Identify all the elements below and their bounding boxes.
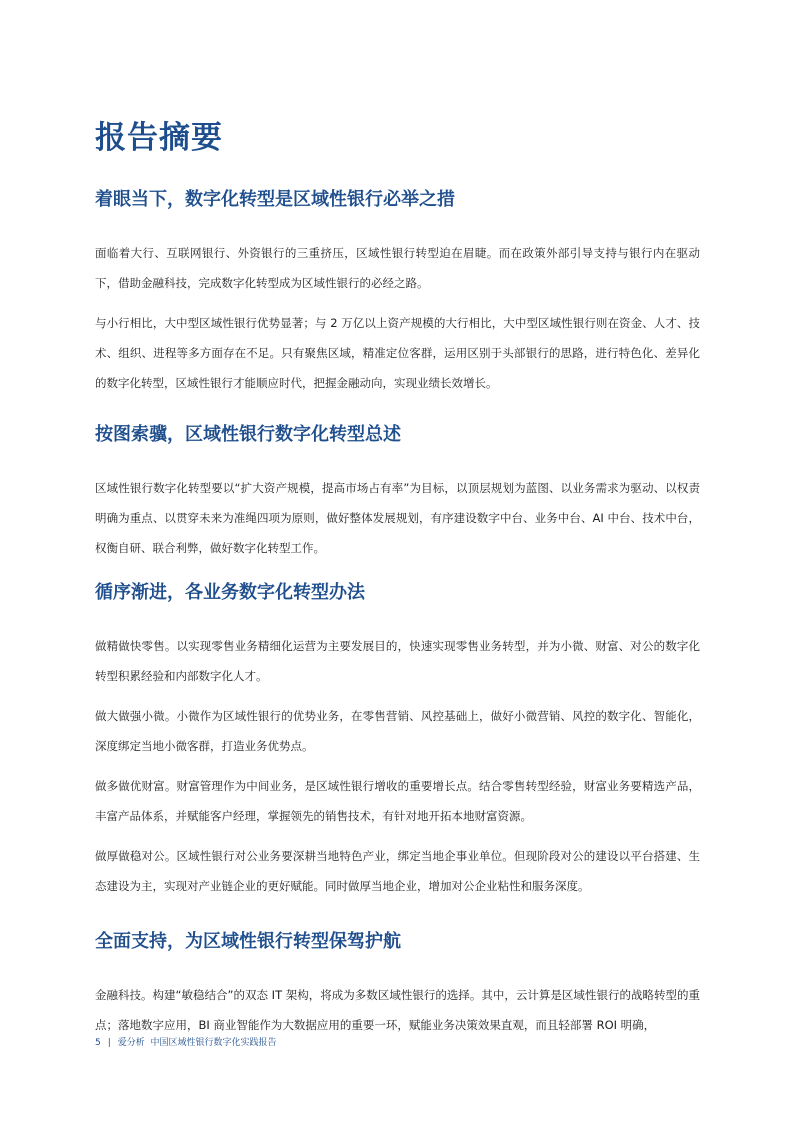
section-heading: 着眼当下，数字化转型是区域性银行必举之措 [95,189,455,210]
section-heading: 按图索骥，区域性银行数字化转型总述 [95,424,401,445]
paragraph: 金融科技。构建“敏稳结合”的双态 IT 架构，将成为多数区域性银行的选择。其中，云计算是区域性银行的战略转型的重点；落地数字应用，BI 商业智能作为大数据应用的重要一环，赋能业务决策效果直观，而且轻部署 ROI 明确， [95,988,700,1032]
paragraph: 区域性银行数字化转型要以“扩大资产规模，提高市场占有率”为目标，以顶层规划为蓝图、以业务需求为驱动、以权责明确为重点、以贯穿未来为准绳四项为原则，做好整体发展规划，有序建设数字中台、业务中台、AI 中台、技术中台，权衡自研、联合利弊，做好数字化转型工作。 [95,481,700,555]
publisher-name: 爱分析 [117,1038,145,1048]
section-heading: 全面支持，为区域性银行转型保驾护航 [95,931,401,952]
section-heading: 循序渐进，各业务数字化转型办法 [95,582,365,603]
footer-separator: | [107,1038,111,1048]
report-title: 中国区域性银行数字化实践报告 [150,1038,277,1048]
section-overview [95,421,700,563]
paragraph: 做精做快零售。以实现零售业务精细化运营为主要发展目的，快速实现零售业务转型，并为小微、财富、对公的数字化转型积累经验和内部数字化人才。 [95,639,700,683]
section-full-support [95,928,700,1040]
page-title: 报告摘要 [95,120,223,156]
paragraph: 与小行相比，大中型区域性银行优势显著；与 2 万亿以上资产规模的大行相比，大中型区域性银行则在资金、人才、技术、组织、进程等多方面存在不足。只有聚焦区域，精准定位客群，运用区别于头部银行的思路，进行特色化、差异化的数字化转型，区域性银行才能顺应时代，把握金融动向，实现业绩长效增长。 [95,316,700,390]
paragraph: 面临着大行、互联网银行、外资银行的三重挤压，区域性银行转型迫在眉睫。而在政策外部引导支持与银行内在驱动下，借助金融科技，完成数字化转型成为区域性银行的必经之路。 [95,246,700,290]
section-current-focus [95,186,700,398]
page-number: 5 [95,1038,101,1048]
paragraph: 做多做优财富。财富管理作为中间业务，是区域性银行增收的重要增长点。结合零售转型经验，财富业务要精选产品，丰富产品体系，并赋能客户经理，掌握领先的销售技术，有针对地开拓本地财富资源。 [95,779,700,823]
section-business-methods [95,579,700,901]
paragraph: 做大做强小微。小微作为区域性银行的优势业务，在零售营销、风控基础上，做好小微营销、风控的数字化、智能化，深度绑定当地小微客群，打造业务优势点。 [95,709,700,753]
page-footer [95,1036,277,1050]
paragraph: 做厚做稳对公。区域性银行对公业务要深耕当地特色产业，绑定当地企事业单位。但现阶段对公的建设以平台搭建、生态建设为主，实现对产业链企业的更好赋能。同时做厚当地企业，增加对公企业粘性和服务深度。 [95,849,700,893]
